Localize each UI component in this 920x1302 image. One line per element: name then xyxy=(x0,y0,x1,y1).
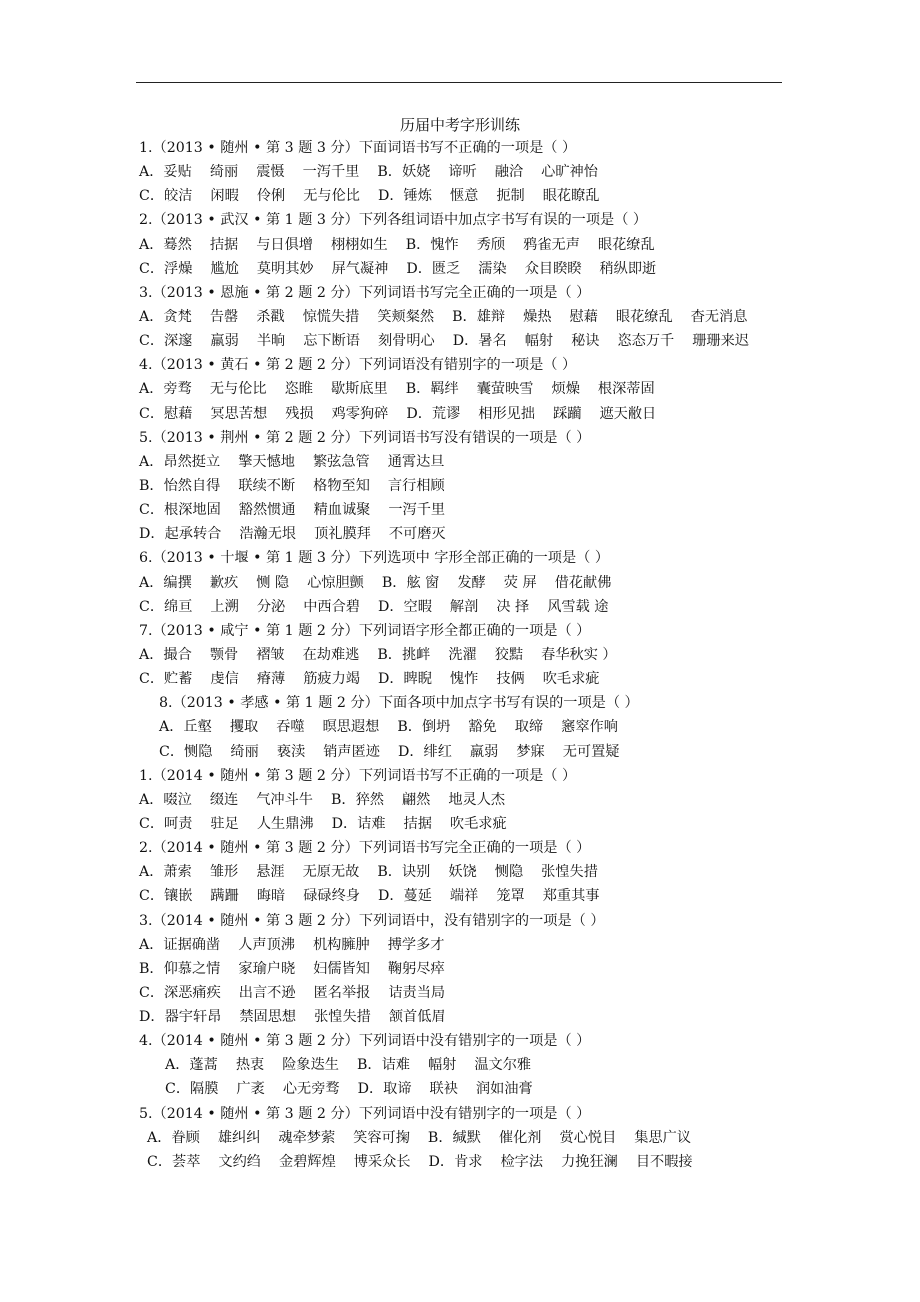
option-term: 魂牵梦萦 xyxy=(278,1129,336,1146)
option-term: 联袂 xyxy=(429,1081,458,1098)
option-term: 雄纠纠 xyxy=(217,1129,261,1146)
option-term: 攫取 xyxy=(229,719,259,736)
option-term: 一泻千里 xyxy=(388,502,446,519)
option-term: 颔首低眉 xyxy=(388,1009,446,1026)
option-term: A．眷顾 xyxy=(147,1129,200,1146)
option-term: 踩躏 xyxy=(553,405,582,422)
option-term: C．深邃 xyxy=(139,333,193,350)
answer-options xyxy=(139,740,799,764)
option-term: A．编撰 xyxy=(139,574,192,591)
option-term: C．贮蓄 xyxy=(139,671,193,688)
option-term: D．起承转合 xyxy=(139,526,222,543)
option-term: 吹毛求疵 xyxy=(449,815,507,832)
option-term: C．根深地固 xyxy=(139,502,221,519)
option-term: 尴尬 xyxy=(210,260,239,277)
option-term: 眼花缭乱 xyxy=(597,236,655,253)
option-term: 秘诀 xyxy=(571,333,600,350)
option-term: 技俩 xyxy=(496,671,525,688)
option-term: 眼花瞭乱 xyxy=(542,188,600,205)
option-term: 鸦雀无声 xyxy=(523,236,580,253)
option-term: 洗濯 xyxy=(448,646,477,663)
option-term: B．诀别 xyxy=(377,864,431,881)
option-term: 谛听 xyxy=(448,164,477,181)
answer-options xyxy=(139,498,799,522)
option-term: 搏学多才 xyxy=(387,936,445,953)
answer-options xyxy=(139,1150,799,1174)
answer-options xyxy=(139,788,799,812)
option-term: 张惶失措 xyxy=(314,1009,371,1026)
option-term: B．羁绊 xyxy=(405,381,459,398)
option-term: C．皎洁 xyxy=(139,188,193,205)
option-term: 缀连 xyxy=(209,791,239,808)
answer-options xyxy=(139,377,799,401)
option-term: 荧 屏 xyxy=(503,574,537,591)
option-term: 发酵 xyxy=(457,574,486,591)
answer-options xyxy=(139,643,799,667)
option-term: 言行相顾 xyxy=(387,477,445,494)
question-stem: 2.（2014 • 随州 • 第 3 题 2 分）下列词语书写完全正确的一项是（ ） xyxy=(139,840,591,857)
option-term: 博采众长 xyxy=(353,1153,411,1170)
option-term: 豁免 xyxy=(468,719,497,736)
option-term: 出言不逊 xyxy=(238,984,296,1001)
option-term: D．诘难 xyxy=(331,815,386,832)
option-term: 端祥 xyxy=(449,888,479,905)
question-stem: 1.（2014 • 随州 • 第 3 题 2 分）下列词语书写不正确的一项是（ ） xyxy=(139,767,577,784)
option-term: 润如油膏 xyxy=(475,1081,533,1098)
option-term: 匿名举报 xyxy=(313,984,371,1001)
question-stem: 6.（2013 • 十堰 • 第 1 题 3 分）下列选项中 字形全部正确的一项是（ ） xyxy=(139,550,610,567)
option-term: 险象迭生 xyxy=(282,1057,339,1074)
question-stem: 3.（2013 • 恩施 • 第 2 题 2 分）下列词语书写完全正确的一项是（ ） xyxy=(139,284,591,301)
option-term: B．诘难 xyxy=(356,1057,410,1074)
option-term: 梦寐 xyxy=(516,743,545,760)
answer-options xyxy=(139,474,799,498)
option-term: 诘责当局 xyxy=(388,984,446,1001)
answer-options xyxy=(139,715,799,739)
option-term: 人生鼎沸 xyxy=(256,815,314,832)
option-term: D．睥睨 xyxy=(377,671,432,688)
option-term: A．证据确凿 xyxy=(139,936,221,953)
option-term: D．绯红 xyxy=(397,743,452,760)
option-term: 力挽狂澜 xyxy=(561,1153,618,1170)
option-term: 幅射 xyxy=(524,333,554,350)
option-term: 热衷 xyxy=(235,1057,265,1074)
option-term: 秀颀 xyxy=(476,236,506,253)
option-term: 众目睽睽 xyxy=(524,260,582,277)
option-term: 驻足 xyxy=(210,815,239,832)
option-term: 眼花缭乱 xyxy=(615,308,673,325)
option-term: 恣态万千 xyxy=(617,333,675,350)
option-term: B．挑衅 xyxy=(377,646,431,663)
page-title: 历届中考字形训练 xyxy=(399,116,520,134)
option-term: 烦燥 xyxy=(551,381,580,398)
option-term: 分泌 xyxy=(256,598,286,615)
option-term: 一泻千里 xyxy=(302,164,360,181)
option-term: 通霄达旦 xyxy=(387,453,445,470)
option-term: 根深蒂固 xyxy=(597,381,655,398)
header-rule xyxy=(136,82,782,83)
option-term: C．浮燥 xyxy=(139,260,193,277)
answer-options xyxy=(139,595,799,619)
option-term: 伶俐 xyxy=(256,188,286,205)
answer-options xyxy=(139,402,799,426)
option-term: 吹毛求疵 xyxy=(542,671,600,688)
option-term: 无原无故 xyxy=(302,864,360,881)
option-term: 无与伦比 xyxy=(209,381,267,398)
option-term: 上溯 xyxy=(210,598,239,615)
option-term: 褶皱 xyxy=(256,646,285,663)
option-term: A．妥贴 xyxy=(139,164,192,181)
option-term: 豁然惯通 xyxy=(238,502,296,519)
option-term: A．丘壑 xyxy=(159,719,212,736)
option-term: 妖饶 xyxy=(448,864,477,881)
question-stem: 3.（2014 • 随州 • 第 3 题 2 分）下列词语中，没有错别字的一项是（ ） xyxy=(139,912,605,929)
option-term: B．雄辩 xyxy=(452,308,506,325)
option-term: 心惊胆颤 xyxy=(307,574,364,591)
option-term: 郑重其事 xyxy=(542,888,600,905)
answer-options xyxy=(139,812,799,836)
option-term: 金碧辉煌 xyxy=(279,1153,336,1170)
option-term: 擎天憾地 xyxy=(238,453,295,470)
question-stem: 8.（2013 • 孝感 • 第 1 题 2 分）下面各项中加点字书写有误的一项是（ ） xyxy=(159,695,639,712)
option-term: 晦暗 xyxy=(256,888,286,905)
option-term: D．空暇 xyxy=(377,598,432,615)
option-term: 颚骨 xyxy=(209,646,239,663)
answer-options xyxy=(139,450,799,474)
question-stem: 5.（2014 • 随州 • 第 3 题 2 分）下列词语中没有错别字的一项是（ ） xyxy=(139,1105,591,1122)
option-term: 在劫难逃 xyxy=(302,646,360,663)
answer-options xyxy=(139,884,799,908)
option-term: 冥思苦想 xyxy=(210,405,268,422)
option-term: D．匮乏 xyxy=(406,260,461,277)
option-term: 禁固思想 xyxy=(239,1009,297,1026)
option-term: D．器宇轩昂 xyxy=(139,1009,222,1026)
option-term: 春华秋实 ） xyxy=(541,646,617,663)
option-term: B．妖娆 xyxy=(377,164,431,181)
option-term: 繁弦急管 xyxy=(312,453,370,470)
option-term: 精血诚聚 xyxy=(313,502,371,519)
option-term: 幅射 xyxy=(427,1057,457,1074)
answer-options xyxy=(139,933,799,957)
option-term: A．啜泣 xyxy=(139,791,192,808)
option-term: B．舷 窗 xyxy=(381,574,440,591)
option-term: 绮丽 xyxy=(230,743,259,760)
option-term: D．蔓延 xyxy=(377,888,432,905)
option-term: 翩然 xyxy=(401,791,431,808)
answer-options xyxy=(139,160,799,184)
option-term: 珊珊来迟 xyxy=(692,333,749,350)
question-list xyxy=(139,136,799,1174)
option-term: 鸡零狗碎 xyxy=(331,405,389,422)
option-term: 濡染 xyxy=(478,260,507,277)
option-term: 集思广议 xyxy=(634,1129,692,1146)
option-term: 愧怍 xyxy=(449,671,479,688)
option-term: 悬涯 xyxy=(256,864,285,881)
answer-options xyxy=(139,522,799,546)
option-term: 恣睢 xyxy=(284,381,313,398)
option-term: 人声顶沸 xyxy=(238,936,295,953)
option-term: 机构臃肿 xyxy=(312,936,370,953)
option-term: 吞噬 xyxy=(276,719,305,736)
option-term: B．缄默 xyxy=(427,1129,481,1146)
option-term: 联续不断 xyxy=(238,477,296,494)
option-term: 稍纵即逝 xyxy=(599,260,657,277)
option-term: 取缔 xyxy=(514,719,544,736)
question-stem: 4.（2014 • 随州 • 第 3 题 2 分）下列词语中没有错别字的一项是（ ） xyxy=(139,1033,591,1050)
question-stem: 5.（2013 • 荆州 • 第 2 题 2 分）下列词语书写没有错误的一项是（ ） xyxy=(139,429,591,446)
option-term: 文约绉 xyxy=(218,1153,261,1170)
option-term: 催化剂 xyxy=(498,1129,542,1146)
option-term: 格物至知 xyxy=(313,477,370,494)
option-term: 告罄 xyxy=(209,308,239,325)
option-term: D．肯求 xyxy=(428,1153,483,1170)
option-term: 相形见拙 xyxy=(478,405,536,422)
option-term: 碌碌终身 xyxy=(303,888,360,905)
option-term: 残损 xyxy=(285,405,314,422)
option-term: A．昂然挺立 xyxy=(139,453,221,470)
option-term: 气冲斗牛 xyxy=(256,791,313,808)
option-term: C．隔膜 xyxy=(165,1081,219,1098)
option-term: 绮丽 xyxy=(209,164,239,181)
option-term: 半晌 xyxy=(256,333,286,350)
option-term: B．怡然自得 xyxy=(139,477,221,494)
option-term: 遮天敝日 xyxy=(599,405,657,422)
option-term: C．呵责 xyxy=(139,815,193,832)
question-stem: 4.（2013 • 黄石 • 第 2 题 2 分）下列词语没有错别字的一项是（ ） xyxy=(139,357,577,374)
option-term: 虔信 xyxy=(210,671,239,688)
option-term: D．取谛 xyxy=(357,1081,412,1098)
option-term: C．深恶痛疾 xyxy=(139,984,221,1001)
answer-options xyxy=(139,1077,799,1101)
option-term: 瘠薄 xyxy=(256,671,286,688)
option-term: 张惶失措 xyxy=(541,864,598,881)
option-term: 囊萤映雪 xyxy=(476,381,534,398)
option-term: 歉疚 xyxy=(209,574,239,591)
option-term: B．倒坍 xyxy=(397,719,451,736)
option-term: A．蓦然 xyxy=(139,236,192,253)
option-term: 惬意 xyxy=(449,188,479,205)
answer-options xyxy=(139,233,799,257)
option-term: 温文尔雅 xyxy=(474,1057,532,1074)
answer-options xyxy=(139,329,799,353)
option-term: 融洽 xyxy=(494,164,524,181)
answer-options xyxy=(139,957,799,981)
option-term: 赏心悦目 xyxy=(559,1129,617,1146)
option-term: D．暑名 xyxy=(452,333,507,350)
option-term: A．贪梵 xyxy=(139,308,192,325)
option-term: 筋疲力竭 xyxy=(303,671,360,688)
option-term: C．慰藉 xyxy=(139,405,193,422)
answer-options xyxy=(139,257,799,281)
answer-options xyxy=(139,1053,799,1077)
option-term: 借花献佛 xyxy=(554,574,612,591)
option-term: C．荟萃 xyxy=(147,1153,201,1170)
option-term: 恻隐 xyxy=(494,864,524,881)
answer-options xyxy=(139,305,799,329)
option-term: 莫明其妙 xyxy=(256,260,314,277)
option-term: A．萧索 xyxy=(139,864,192,881)
option-term: 屏气凝神 xyxy=(331,260,389,277)
option-term: 栩栩如生 xyxy=(330,236,388,253)
option-term: 笼罩 xyxy=(496,888,525,905)
option-term: 恻 隐 xyxy=(256,574,290,591)
option-term: 刻骨明心 xyxy=(377,333,435,350)
option-term: 笑颊粲然 xyxy=(377,308,435,325)
option-term: 震慑 xyxy=(256,164,285,181)
option-term: 销声匿迹 xyxy=(323,743,380,760)
option-term: 慰藉 xyxy=(569,308,598,325)
option-term: D．荒谬 xyxy=(406,405,461,422)
answer-options xyxy=(139,184,799,208)
option-term: 杳无消息 xyxy=(690,308,748,325)
option-term: 地灵人杰 xyxy=(448,791,506,808)
option-term: 鞠躬尽瘁 xyxy=(387,960,445,977)
option-term: 决 择 xyxy=(496,598,530,615)
option-term: B．仰慕之情 xyxy=(139,960,221,977)
option-term: 忘下断语 xyxy=(303,333,360,350)
option-term: 闲暇 xyxy=(210,188,239,205)
option-term: 浩瀚无垠 xyxy=(239,526,297,543)
option-term: A．蓬蒿 xyxy=(165,1057,218,1074)
option-term: B．愧怍 xyxy=(405,236,459,253)
option-term: A．旁骛 xyxy=(139,381,192,398)
option-term: C．镶嵌 xyxy=(139,888,193,905)
option-term: 笑容可掬 xyxy=(353,1129,410,1146)
option-term: 妇儒皆知 xyxy=(313,960,370,977)
option-term: 扼制 xyxy=(496,188,525,205)
option-term: 心旷神怡 xyxy=(541,164,598,181)
option-term: 狡黠 xyxy=(494,646,524,663)
question-stem: 1.（2013 • 随州 • 第 3 题 3 分）下面词语书写不正确的一项是（ ） xyxy=(139,140,577,156)
option-term: C．绵亘 xyxy=(139,598,193,615)
answer-options xyxy=(139,667,799,691)
option-term: 窸窣作响 xyxy=(561,719,618,736)
option-term: 雏形 xyxy=(209,864,239,881)
option-term: 亵渎 xyxy=(276,743,306,760)
option-term: 顶礼膜拜 xyxy=(314,526,371,543)
option-term: 无与伦比 xyxy=(303,188,360,205)
option-term: 家瑜户晓 xyxy=(238,960,296,977)
question-stem: 7.（2013 • 咸宁 • 第 1 题 2 分）下列词语字形全都正确的一项是（ ） xyxy=(139,622,591,639)
option-term: C．恻隐 xyxy=(159,743,213,760)
option-term: 燥热 xyxy=(523,308,552,325)
option-term: 与日俱增 xyxy=(256,236,313,253)
option-term: 歇斯底里 xyxy=(330,381,388,398)
question-stem: 2.（2013 • 武汉 • 第 1 题 3 分）下列各组词语中加点字书写有误的一项是（ ） xyxy=(139,212,648,229)
option-term: 广袤 xyxy=(236,1081,265,1098)
option-term: 检字法 xyxy=(500,1153,544,1170)
option-term: A．撮合 xyxy=(139,646,192,663)
option-term: 无可置疑 xyxy=(562,743,620,760)
answer-options xyxy=(139,1126,799,1150)
option-term: B．猝然 xyxy=(330,791,384,808)
option-term: 中西合碧 xyxy=(303,598,360,615)
option-term: 心无旁骛 xyxy=(282,1081,340,1098)
option-term: 蹒跚 xyxy=(210,888,239,905)
option-term: 风雪载 途 xyxy=(547,598,609,615)
option-term: 暝思遐想 xyxy=(322,719,380,736)
option-term: D．锤炼 xyxy=(377,188,432,205)
option-term: 惊慌失措 xyxy=(302,308,360,325)
option-term: 解剖 xyxy=(449,598,479,615)
option-term: 拮据 xyxy=(403,815,432,832)
option-term: 羸弱 xyxy=(469,743,499,760)
option-term: 目不暇接 xyxy=(635,1153,693,1170)
option-term: 拮据 xyxy=(209,236,239,253)
option-term: 羸弱 xyxy=(210,333,239,350)
answer-options xyxy=(139,571,799,595)
option-term: 不可磨灭 xyxy=(388,526,446,543)
answer-options xyxy=(139,1005,799,1029)
option-term: 杀戳 xyxy=(256,308,285,325)
answer-options xyxy=(139,981,799,1005)
answer-options xyxy=(139,860,799,884)
